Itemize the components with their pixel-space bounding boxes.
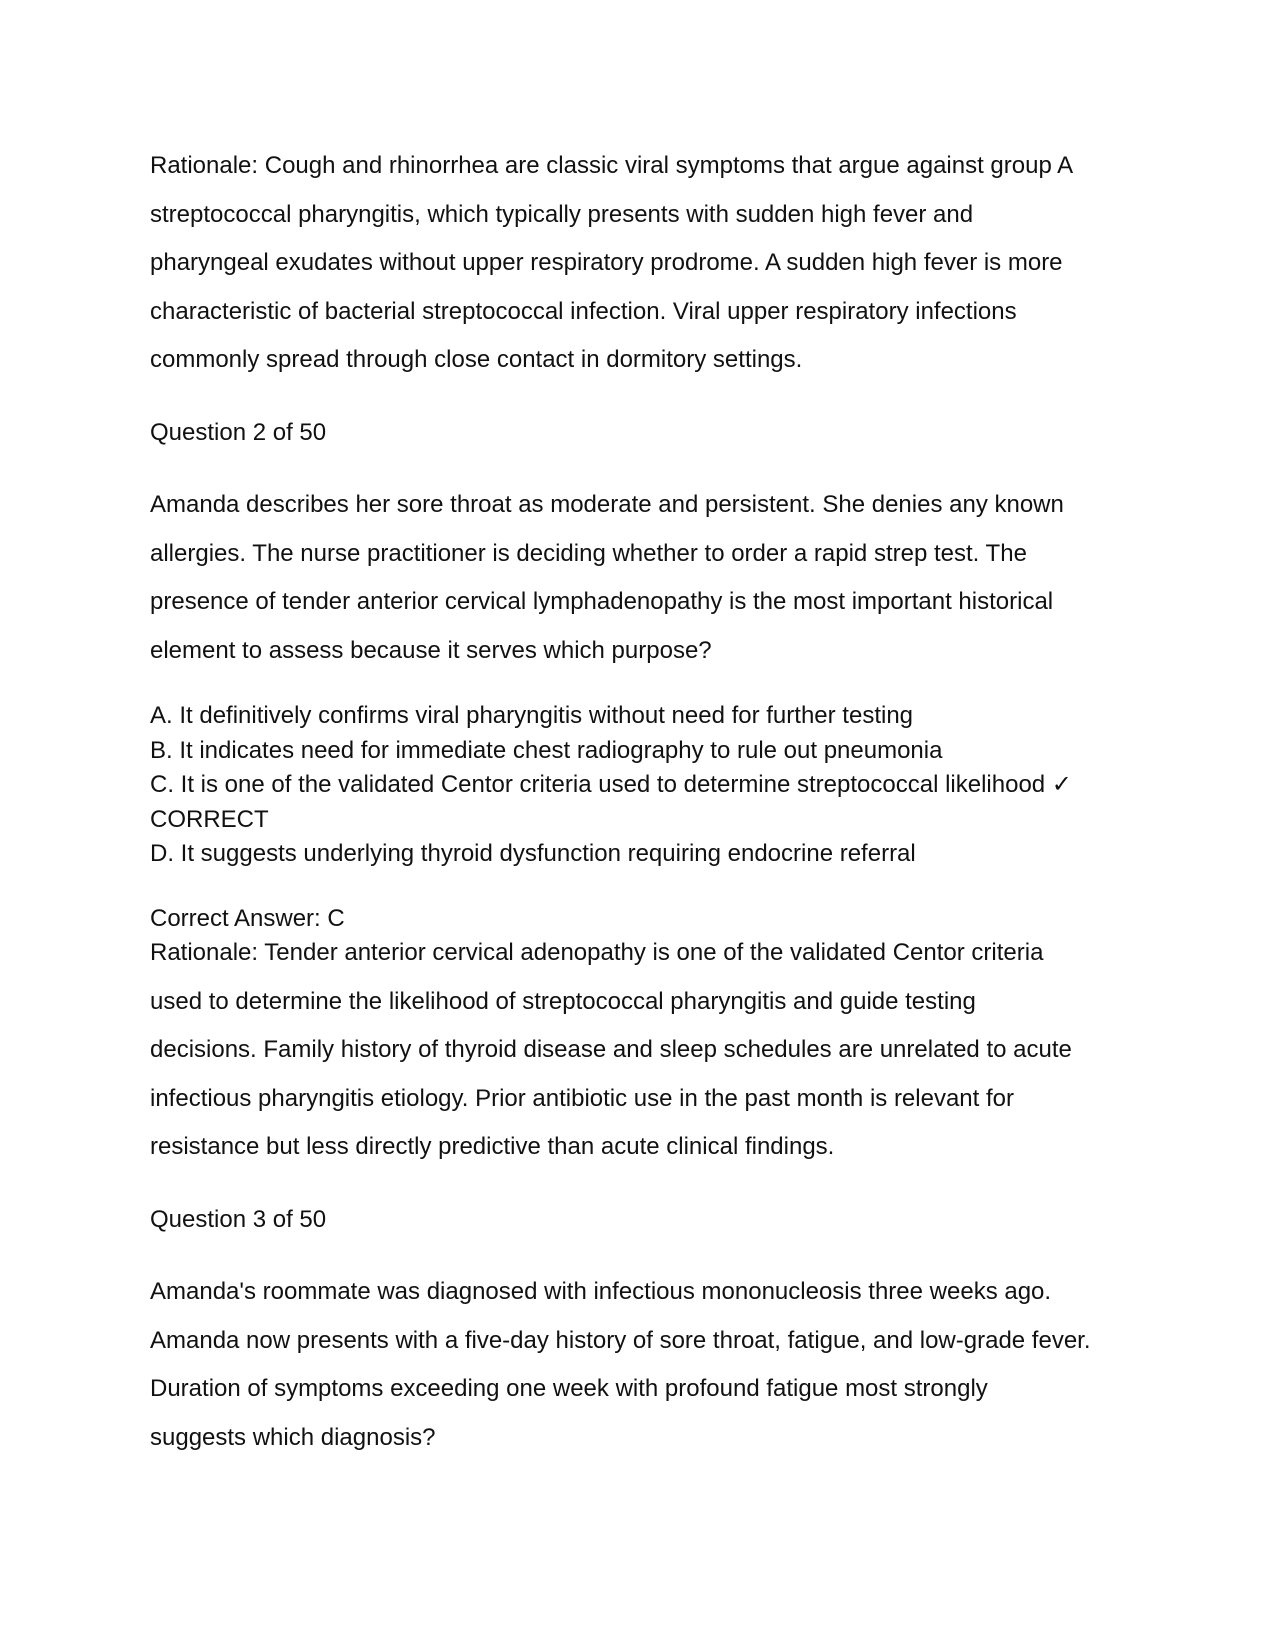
question-2-header: Question 2 of 50 (150, 418, 327, 446)
option-c: C. It is one of the validated Centor criteria used to determine streptococcal likelihood ✓ (150, 771, 1072, 798)
text-line: Rationale: Cough and rhinorrhea are classic viral symptoms that argue against group A (150, 152, 1074, 179)
text-line: infectious pharyngitis etiology. Prior antibiotic use in the past month is relevant for (150, 1084, 1014, 1112)
text-line: Duration of symptoms exceeding one week with profound fatigue most strongly (150, 1375, 988, 1402)
text-line: resistance but less directly predictive than acute clinical findings. (150, 1133, 835, 1160)
text-line: presence of tender anterior cervical lymphadenopathy is the most important historical (150, 588, 1054, 615)
text-line: commonly spread through close contact in dormitory settings. (150, 346, 803, 373)
text-line: Rationale: Tender anterior cervical adenopathy is one of the validated Centor criteria (150, 939, 1044, 966)
correct-answer-line: Correct Answer: C (150, 904, 345, 932)
question-3-stem (150, 1268, 1140, 1462)
text-line: Amanda describes her sore throat as moderate and persistent. She denies any known (150, 491, 1064, 518)
option-a: A. It definitively confirms viral pharyngitis without need for further testing (150, 702, 914, 729)
text-line: used to determine the likelihood of streptococcal pharyngitis and guide testing (150, 987, 976, 1015)
option-d: D. It suggests underlying thyroid dysfunction requiring endocrine referral (150, 840, 916, 867)
option-b: B. It indicates need for immediate chest radiography to rule out pneumonia (150, 736, 943, 764)
text-line: streptococcal pharyngitis, which typically presents with sudden high fever and (150, 200, 974, 228)
text-line: decisions. Family history of thyroid disease and sleep schedules are unrelated to acute (150, 1036, 1072, 1063)
rationale-paragraph-q1 (150, 142, 1140, 385)
text-line: suggests which diagnosis? (150, 1423, 436, 1451)
text-line: allergies. The nurse practitioner is deciding whether to order a rapid strep test. The (150, 539, 1027, 567)
text-line: Amanda's roommate was diagnosed with infectious mononucleosis three weeks ago. (150, 1278, 1052, 1305)
rationale-paragraph-q2 (150, 929, 1140, 1172)
text-line: characteristic of bacterial streptococcal infection. Viral upper respiratory infections (150, 297, 1017, 325)
option-c-correct-marker: CORRECT (150, 805, 269, 833)
text-line: pharyngeal exudates without upper respiratory prodrome. A sudden high fever is more (150, 249, 1063, 276)
document-page (150, 142, 1140, 1462)
text-line: element to assess because it serves which purpose? (150, 636, 712, 664)
question-2-options (150, 699, 1140, 872)
question-3-header: Question 3 of 50 (150, 1205, 327, 1233)
text-line: Amanda now presents with a five-day history of sore throat, fatigue, and low-grade fever. (150, 1326, 1091, 1354)
question-2-stem (150, 481, 1140, 675)
